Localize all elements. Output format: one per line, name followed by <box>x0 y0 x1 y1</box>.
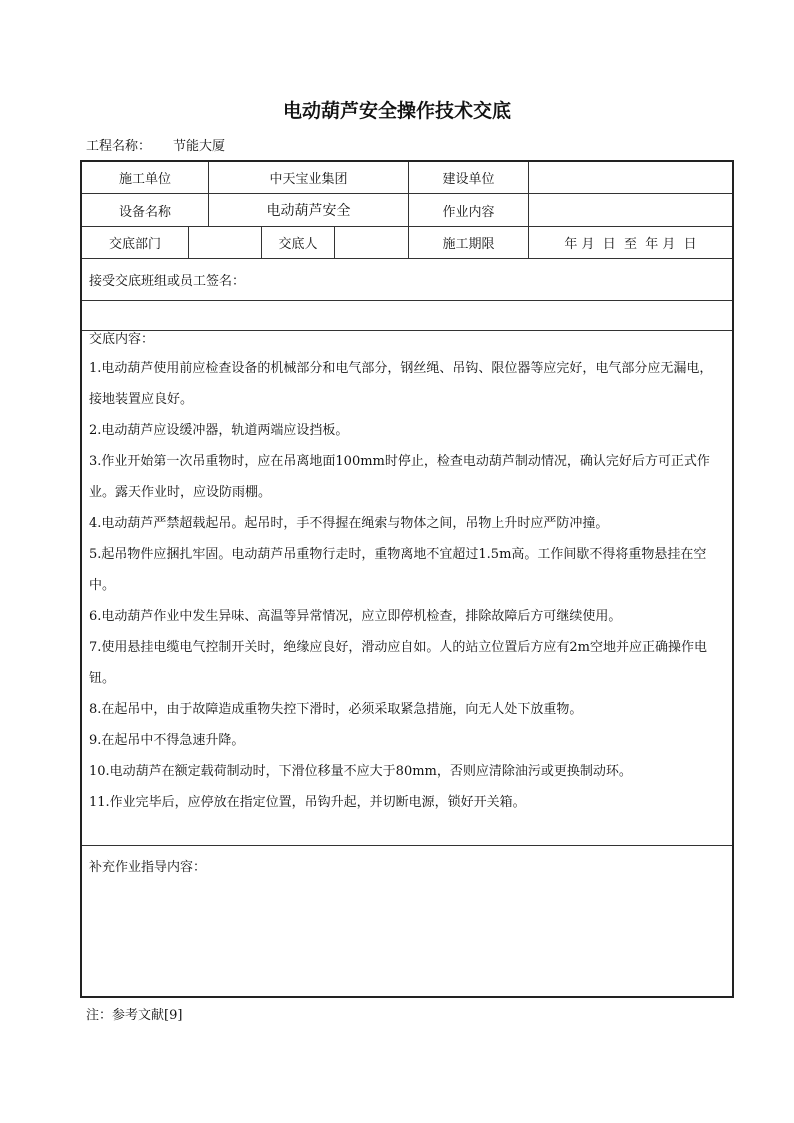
equipment-label: 设备名称 <box>118 204 171 220</box>
construction-unit-label: 施工单位 <box>118 172 171 187</box>
dept-value[interactable] <box>189 227 261 258</box>
content-item: 11.作业完毕后，应停放在指定位置，吊钩升起，并切断电源，锁好开关箱。 <box>89 795 526 810</box>
content-label: 交底内容： <box>89 332 155 347</box>
signature-field[interactable] <box>82 301 732 330</box>
equipment-value[interactable]: 电动葫芦安全 <box>266 203 351 219</box>
content-item: 9.在起吊中不得急速升降。 <box>89 733 245 748</box>
footnote: 注：参考文献[9] <box>86 1008 183 1023</box>
work-content-value[interactable] <box>529 194 732 226</box>
person-label: 交底人 <box>278 237 318 252</box>
page-title: 电动葫芦安全操作技术交底 <box>282 100 511 122</box>
build-unit-value[interactable] <box>529 162 732 193</box>
work-content-label: 作业内容 <box>442 204 495 220</box>
period-value[interactable]: 年 月 日 至 年 月 日 <box>564 237 697 252</box>
dept-label: 交底部门 <box>108 237 161 252</box>
supplement-section[interactable] <box>82 846 732 996</box>
project-value: 节能大厦 <box>173 139 226 154</box>
content-item: 2.电动葫芦应设缓冲器，轨道两端应设挡板。 <box>89 423 349 438</box>
content-item: 4.电动葫芦严禁超载起吊。起吊时，手不得握在绳索与物体之间，吊物上升时应严防冲撞。 <box>89 516 609 531</box>
disclosure-table <box>80 160 734 998</box>
project-label: 工程名称： <box>86 139 152 154</box>
construction-unit-value[interactable]: 中天宝业集团 <box>269 172 348 187</box>
person-value[interactable] <box>335 227 408 258</box>
content-item: 7.使用悬挂电缆电气控制开关时，绝缘应良好，滑动应自如。人的站立位置后方应有2m空地并应正确操作电钮。 <box>89 640 708 686</box>
signature-label: 接受交底班组或员工签名： <box>89 274 246 289</box>
content-section <box>82 331 732 845</box>
content-item: 8.在起吊中，由于故障造成重物失控下滑时，必须采取紧急措施，向无人处下放重物。 <box>89 702 583 717</box>
content-item: 6.电动葫芦作业中发生异味、高温等异常情况，应立即停机检查，排除故障后方可继续使用。 <box>89 609 622 624</box>
content-item: 1.电动葫芦使用前应检查设备的机械部分和电气部分，钢丝绳、吊钩、限位器等应完好，电气部分应无漏电，接地装置应良好。 <box>89 361 713 407</box>
supplement-label: 补充作业指导内容： <box>89 860 207 875</box>
content-item: 5.起吊物件应捆扎牢固。电动葫芦吊重物行走时，重物离地不宜超过1.5m高。工作间歇不得将重物悬挂在空中。 <box>89 547 707 593</box>
project-name <box>86 135 225 154</box>
build-unit-label: 建设单位 <box>442 172 495 187</box>
content-item: 3.作业开始第一次吊重物时，应在吊离地面100mm时停止，检查电动葫芦制动情况，确认完好后方可正式作业。露天作业时，应设防雨棚。 <box>89 454 710 500</box>
content-item: 10.电动葫芦在额定载荷制动时，下滑位移量不应大于80mm，否则应清除油污或更换制动环。 <box>89 764 632 779</box>
period-label: 施工期限 <box>442 237 495 252</box>
